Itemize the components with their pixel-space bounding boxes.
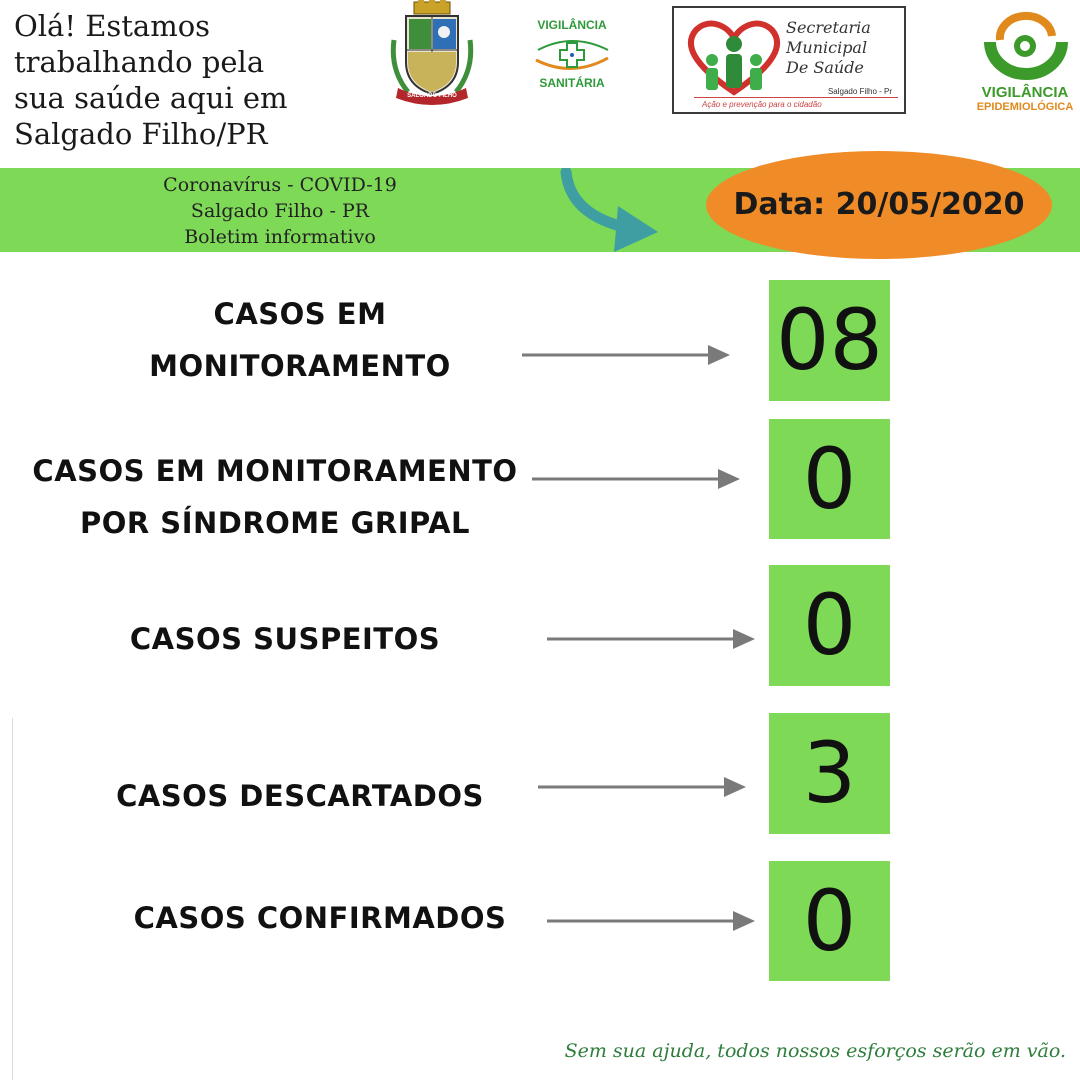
stat-value-confirmed: 0 [769,861,890,981]
vigilancia-sanitaria-logo [522,14,622,96]
municipal-coat-of-arms-icon [388,0,476,108]
secretaria-title: Secretaria Municipal De Saúde [786,18,871,77]
stat-label-flu-monitoring: CASOS EM MONITORAMENTO POR SÍNDROME GRIPAL [32,454,518,540]
vigilancia-sanitaria-bottom-text: SANITÁRIA [539,76,605,90]
stat-value-flu-monitoring: 0 [769,419,890,539]
stat-label-discarded: CASOS DESCARTADOS [116,779,484,813]
stat-label-suspected: CASOS SUSPEITOS [129,622,441,656]
secretaria-slogan: Ação e prevenção para o cidadão [694,97,898,112]
vigilancia-epidemiologica-logo [972,6,1078,116]
stat-label-confirmed: CASOS CONFIRMADOS [133,901,507,935]
stat-value-monitoring: 08 [769,280,890,401]
arrow-right-icon [538,775,748,799]
arrow-right-icon [547,627,757,651]
stat-label-monitoring: CASOS EM MONITORAMENTO [149,297,451,383]
vigilancia-epidemiologica-logo-icon [972,6,1078,86]
arrow-right-icon [522,343,732,367]
secretaria-saude-logo [672,6,906,114]
vigilancia-sanitaria-top-text: VIGILÂNCIA [537,18,607,32]
date-label: Data: 20/05/2020 [733,187,1025,222]
coat-banner-text: SALGADO FILHO [407,93,457,99]
epi-line1: VIGILÂNCIA [981,84,1069,101]
stat-value-suspected: 0 [769,565,890,686]
family-heart-logo-icon [682,14,786,98]
left-divider-line [12,718,13,1080]
arrow-right-icon [532,467,742,491]
epi-line2: EPIDEMIOLÓGICA [976,101,1074,113]
stat-value-discarded: 3 [769,713,890,834]
secretaria-city: Salgado Filho - Pr [827,87,892,96]
arrow-right-icon [547,909,757,933]
curved-arrow-icon [560,168,664,256]
bulletin-header-text: Coronavírus - COVID-19 Salgado Filho - PR Boletim informativo [163,174,397,248]
greeting-text: Olá! Estamos trabalhando pela sua saúde aqui em Salgado Filho/PR [14,9,288,151]
footer-message: Sem sua ajuda, todos nossos esforços serão em vão. [564,1040,1066,1062]
